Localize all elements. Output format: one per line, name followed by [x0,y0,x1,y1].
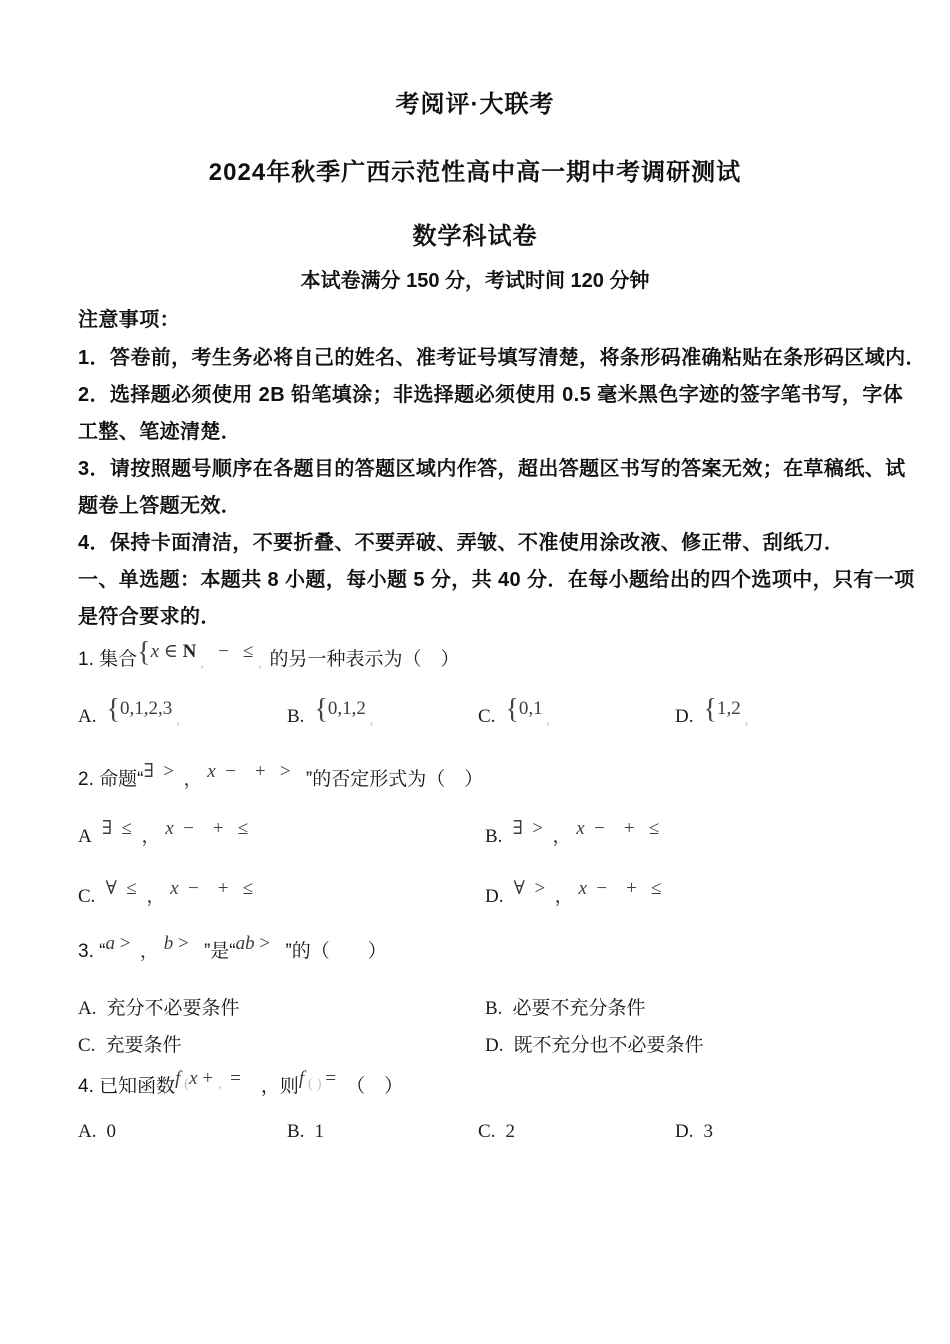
question-2-option-math-fragment: ， [549,886,574,907]
question-3-math-fragment: ， [135,941,159,962]
question-4-math-fragment: = [325,1068,341,1089]
question-3-option-B [485,993,645,1020]
option-label: C. [478,1121,496,1142]
question-2-math-fragment: − + > [215,761,296,782]
question-4-stem [78,1068,898,1098]
question-1-math-fragment: − ≤ [203,641,259,662]
question-4-math-fragment: + [197,1068,218,1089]
question-1-option-B [287,694,374,730]
question-4-option-A [78,1121,116,1143]
option-label: D. [675,1121,694,1142]
question-4-option-math-fragment: 0 [106,1121,116,1142]
notes-heading: 注意事项： [78,309,180,331]
question-2-option-math-fragment: ， [547,826,572,847]
question-1-math-fragment: x [150,641,160,662]
question-2-option-math-fragment: x [160,818,174,839]
option-label: B. [287,706,305,727]
question-3-option-text: 充要条件 [105,1035,182,1056]
note-line-2: 2．选择题必须使用 2B 铅笔填涂；非选择题必须使用 0.5 毫米黑色字迹的签字笔书写，字体 [78,384,904,406]
question-3-text: 3. “ [78,941,106,962]
question-4-math-fragment: , [217,1076,226,1092]
question-2-option-math-fragment: − + ≤ [586,878,662,899]
question-2-math-fragment: x [202,761,216,782]
note-line-6: 4．保持卡面清洁，不要折叠、不要弄破、弄皱、不准使用涂改液、修正带、刮纸刀． [78,532,845,554]
question-1-option-math-fragment: 1,2 [716,698,741,719]
question-2-math-fragment: ∃ > [143,761,179,782]
option-label: C. [478,706,496,727]
note-line-4: 3．请按照题号顺序在各题目的答题区域内作答，超出答题区书写的答案无效；在草稿纸、试 [78,458,906,480]
question-1-math-fragment: N [182,641,197,662]
question-2-option-math-fragment: ∃ ≤ [101,818,137,839]
question-2-text: 2. 命题“ [78,769,144,790]
question-4-option-D [675,1121,713,1143]
question-4-option-math-fragment: 3 [703,1121,713,1142]
question-2-option-math-fragment: − + ≤ [178,878,254,899]
question-4-math-fragment: = [225,1068,251,1089]
question-1-option-math-fragment: , [542,712,551,728]
section-heading-line-2: 是符合要求的． [78,606,221,628]
question-4-option-math-fragment: 2 [505,1121,515,1142]
question-2-stem [78,761,898,791]
question-2-option-math-fragment: ∀ > [513,878,550,899]
question-4-text: （ ） [340,1076,404,1097]
question-1-option-A [78,694,180,730]
question-2-option-math-fragment: x [571,818,585,839]
question-3-math-fragment: b [158,933,174,954]
option-label: D. [485,886,504,907]
question-1-option-math-fragment: { [314,694,328,725]
question-4-text: 4. 已知函数 [78,1076,176,1097]
option-label: B. [485,998,503,1019]
question-1-math-fragment: ∈ [159,641,183,662]
question-2-option-math-fragment: ∀ ≤ [105,878,142,899]
question-3-math-fragment: > [114,933,136,954]
question-3-math-fragment: ab [235,933,255,954]
question-3-math-fragment: a [105,933,115,954]
question-1-text: 1. 集合 [78,649,138,670]
note-line-1: 1．答卷前，考生务必将自己的姓名、准考证号填写清楚，将条形码准确粘贴在条形码区域内． [78,347,926,369]
question-3-math-fragment: > [254,933,275,954]
question-2-option-math-fragment: x [165,878,179,899]
question-3-text: ”是“ [193,941,236,962]
question-2-option-math-fragment: ， [136,826,161,847]
question-3-option-C [78,1030,181,1057]
question-2-option-math-fragment: x [573,878,587,899]
option-label: A. [78,706,97,727]
question-2-option-A [78,818,249,848]
option-label: C. [78,886,96,907]
question-2-math-fragment: ， [178,769,203,790]
question-2-option-math-fragment: ∃ > [512,818,548,839]
question-1-option-math-fragment: , [172,712,180,728]
question-4-math-fragment: ( [180,1076,190,1092]
question-3-math-fragment: > [173,933,194,954]
question-2-option-D [485,878,662,908]
question-3-option-text: 既不充分也不必要条件 [513,1035,704,1056]
question-2-option-math-fragment: − + ≤ [584,818,660,839]
question-1-math-fragment: , [196,655,204,671]
question-1-stem [78,637,898,673]
brand-title: 考阅评·大联考 [395,91,555,118]
option-label: D. [675,706,694,727]
exam-info-line: 本试卷满分 150 分，考试时间 120 分钟 [300,270,650,292]
option-label: D. [485,1035,504,1056]
question-3-stem [78,933,898,963]
option-label: A. [78,998,97,1019]
question-1-option-math-fragment: 0,1,2,3 [119,698,173,719]
option-label: C. [78,1035,96,1056]
question-1-option-math-fragment: { [703,694,717,725]
option-label: B. [485,826,503,847]
option-label: A. [78,1121,97,1142]
question-3-option-A [78,993,240,1020]
question-4-text: ，则 [250,1076,299,1097]
question-1-math-fragment: , [258,655,270,671]
question-1-option-math-fragment: , [740,712,749,728]
question-4-option-B [287,1121,324,1143]
question-1-math-fragment: { [137,637,151,668]
question-2-text: ”的否定形式为（ ） [295,769,484,790]
question-3-option-text: 必要不充分条件 [512,998,646,1019]
question-1-option-math-fragment: , [365,712,374,728]
question-4-option-C [478,1121,515,1143]
question-2-option-C [78,878,254,908]
question-1-option-D [675,694,749,730]
question-4-math-fragment: x [189,1068,198,1089]
section-heading-line-1: 一、单选题：本题共 8 小题，每小题 5 分，共 40 分．在每小题给出的四个选项中，只有一项 [78,569,915,591]
question-2-option-math-fragment: − + ≤ [173,818,249,839]
question-1-option-math-fragment: 0,1 [518,698,543,719]
question-4-math-fragment: f [298,1068,305,1089]
question-1-option-math-fragment: { [505,694,519,725]
question-1-option-math-fragment: 0,1,2 [327,698,366,719]
option-label: A [78,826,92,847]
question-4-math-fragment: ( ) [304,1076,326,1092]
question-1-text: 的另一种表示为（ ） [269,649,460,670]
question-4-math-fragment: f [175,1068,181,1089]
question-2-option-B [485,818,660,848]
option-label: B. [287,1121,305,1142]
exam-title: 2024年秋季广西示范性高中高一期中考调研测试 [208,159,742,186]
question-2-option-math-fragment: ， [141,886,166,907]
note-line-3: 工整、笔迹清楚． [78,421,242,443]
question-3-option-D [485,1030,704,1057]
subject-title: 数学科试卷 [412,223,538,250]
note-line-5: 题卷上答题无效． [78,495,242,517]
question-1-option-C [478,694,551,730]
question-3-text: ”的（ ） [274,941,387,962]
question-3-option-text: 充分不必要条件 [106,998,240,1019]
question-4-option-math-fragment: 1 [314,1121,324,1142]
question-1-option-math-fragment: { [106,694,120,725]
